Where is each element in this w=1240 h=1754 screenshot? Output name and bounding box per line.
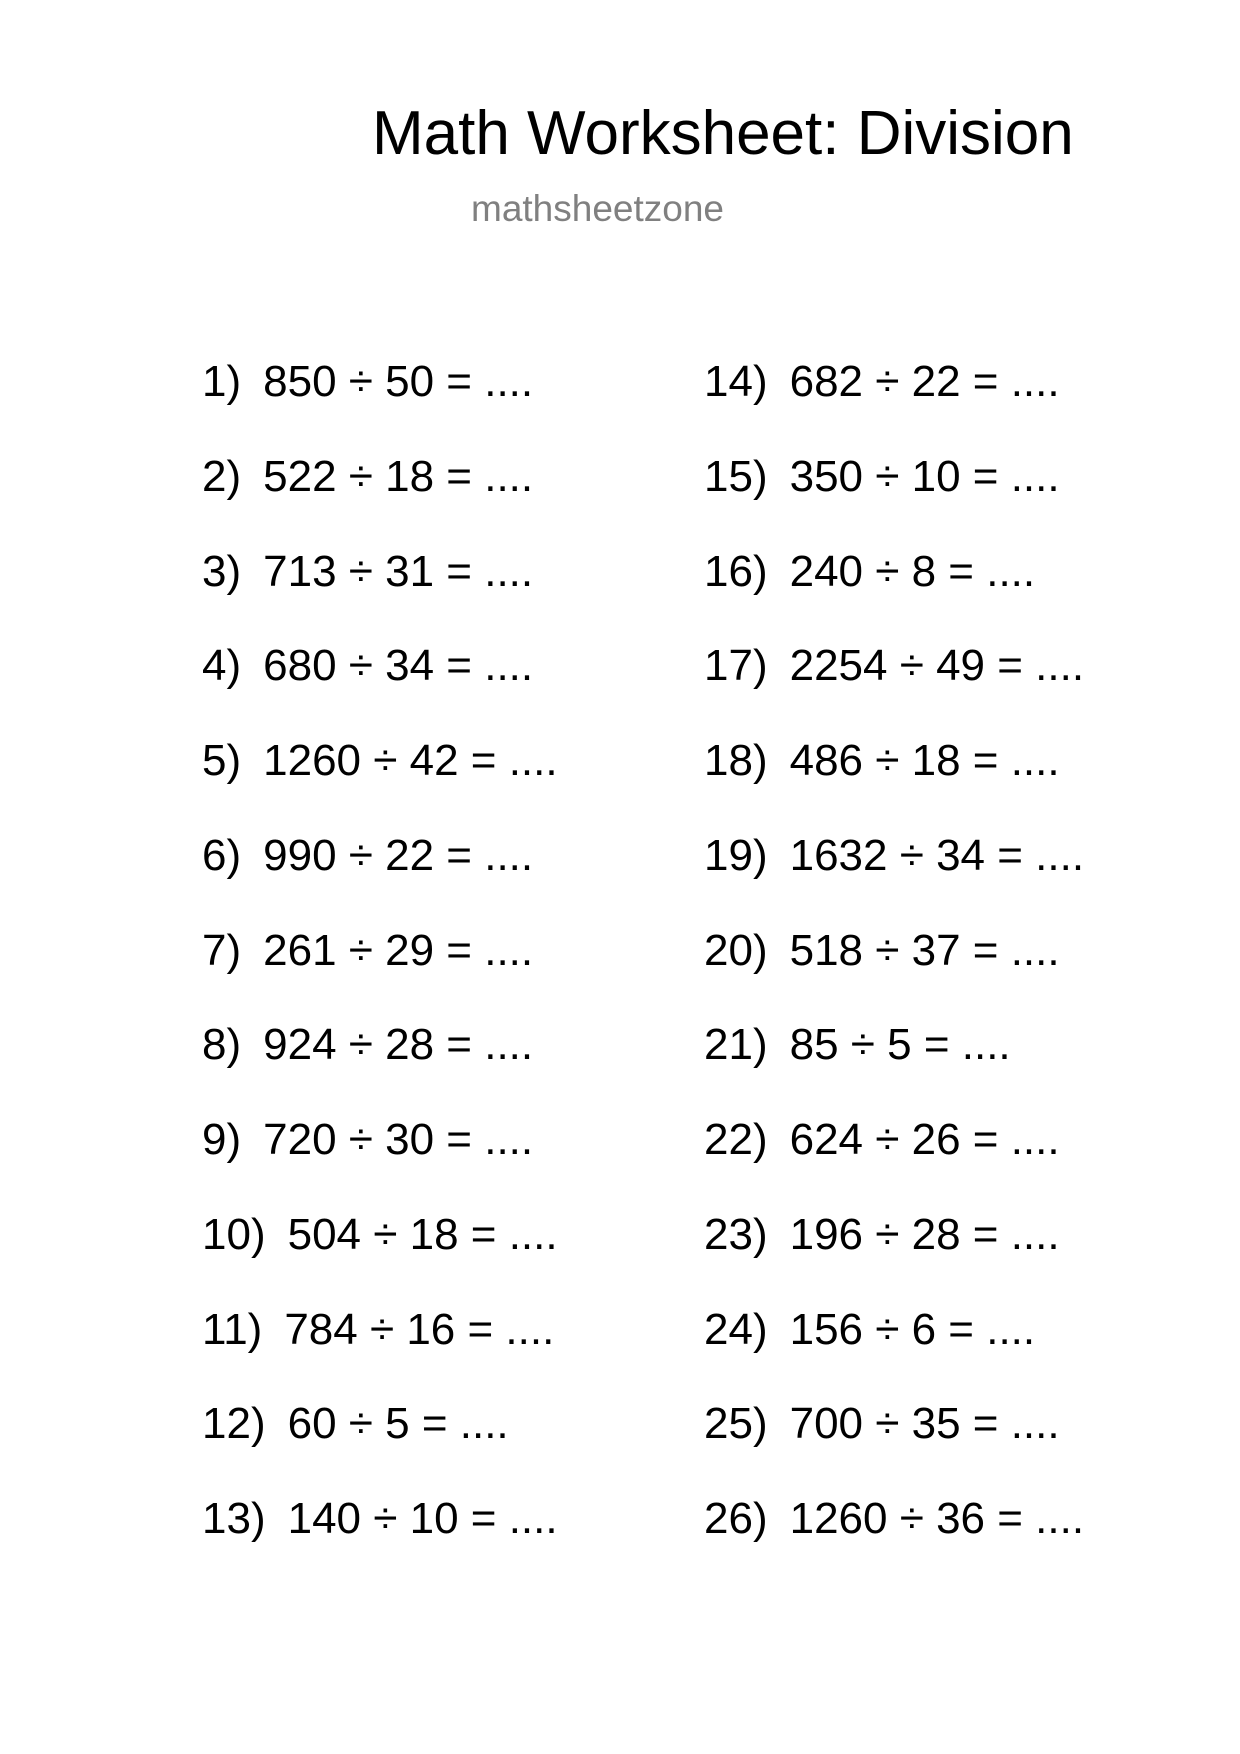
- problem-number: 19): [704, 830, 768, 880]
- problem-item: [704, 1020, 1011, 1070]
- problem-item: [202, 1020, 533, 1070]
- problem-expression: 700 ÷ 35 = ....: [789, 1399, 1060, 1449]
- problem-number: 22): [704, 1115, 768, 1164]
- problem-number: 8): [202, 1020, 242, 1070]
- problem-item: [704, 1115, 1060, 1165]
- problem-expression: 522 ÷ 18 = ....: [263, 451, 534, 501]
- problem-number: 12): [202, 1399, 266, 1449]
- problem-expression: 350 ÷ 10 = ....: [789, 451, 1060, 501]
- page-title: Math Worksheet: Division: [372, 99, 1074, 168]
- problem-number: 18): [704, 736, 768, 785]
- problem-item: [202, 1494, 558, 1544]
- problem-number: 14): [704, 357, 768, 406]
- problem-number: 7): [202, 925, 242, 975]
- problem-expression: 2254 ÷ 49 = ....: [789, 641, 1085, 691]
- problem-expression: 924 ÷ 28 = ....: [263, 1020, 534, 1070]
- problem-item: [704, 1494, 1084, 1544]
- problem-item: [202, 1305, 554, 1355]
- problem-number: 17): [704, 641, 768, 691]
- problem-expression: 240 ÷ 8 = ....: [789, 546, 1036, 596]
- problem-number: 2): [202, 451, 242, 501]
- problem-expression: 140 ÷ 10 = ....: [287, 1494, 558, 1543]
- problem-item: [202, 547, 533, 597]
- problem-expression: 1632 ÷ 34 = ....: [789, 830, 1085, 880]
- problem-number: 15): [704, 451, 768, 501]
- problem-item: [202, 452, 533, 502]
- problem-number: 25): [704, 1399, 768, 1449]
- problem-expression: 60 ÷ 5 = ....: [287, 1399, 509, 1449]
- problem-item: [704, 357, 1060, 407]
- problem-item: [202, 736, 558, 786]
- problem-expression: 1260 ÷ 42 = ....: [263, 736, 558, 785]
- problem-expression: 720 ÷ 30 = ....: [263, 1115, 534, 1164]
- problem-item: [704, 926, 1060, 976]
- problem-expression: 1260 ÷ 36 = ....: [789, 1494, 1085, 1543]
- problem-item: [704, 1210, 1060, 1260]
- problem-number: 10): [202, 1209, 266, 1259]
- problem-number: 16): [704, 546, 768, 596]
- problem-expression: 518 ÷ 37 = ....: [789, 925, 1060, 975]
- problem-item: [704, 736, 1060, 786]
- problem-expression: 196 ÷ 28 = ....: [789, 1209, 1060, 1259]
- problem-expression: 682 ÷ 22 = ....: [789, 357, 1060, 406]
- problem-number: 9): [202, 1115, 242, 1164]
- problem-item: [202, 1399, 509, 1449]
- problem-number: 13): [202, 1494, 266, 1543]
- problem-expression: 850 ÷ 50 = ....: [263, 357, 534, 406]
- problem-number: 11): [202, 1304, 263, 1354]
- problem-item: [704, 452, 1060, 502]
- problem-expression: 784 ÷ 16 = ....: [284, 1304, 555, 1354]
- problem-number: 23): [704, 1209, 768, 1259]
- problem-item: [704, 831, 1084, 881]
- problem-item: [202, 641, 533, 691]
- problem-item: [704, 1399, 1060, 1449]
- problem-expression: 261 ÷ 29 = ....: [263, 925, 534, 975]
- problem-number: 26): [704, 1494, 768, 1543]
- problem-expression: 156 ÷ 6 = ....: [789, 1304, 1036, 1354]
- problem-number: 20): [704, 925, 768, 975]
- problem-number: 1): [202, 357, 242, 406]
- problem-item: [704, 641, 1084, 691]
- problem-item: [202, 831, 533, 881]
- problem-expression: 624 ÷ 26 = ....: [789, 1115, 1060, 1164]
- problem-expression: 85 ÷ 5 = ....: [789, 1020, 1011, 1070]
- problem-expression: 713 ÷ 31 = ....: [263, 546, 534, 596]
- problem-item: [202, 926, 533, 976]
- problem-number: 5): [202, 736, 242, 785]
- problem-item: [202, 357, 533, 407]
- problem-expression: 990 ÷ 22 = ....: [263, 830, 534, 880]
- site-brand: mathsheetzone: [471, 188, 725, 229]
- problem-number: 4): [202, 641, 242, 691]
- problem-item: [704, 1305, 1035, 1355]
- problem-number: 3): [202, 546, 242, 596]
- problem-expression: 486 ÷ 18 = ....: [789, 736, 1060, 785]
- problem-number: 24): [704, 1304, 768, 1354]
- problem-number: 21): [704, 1020, 768, 1070]
- problem-expression: 504 ÷ 18 = ....: [287, 1209, 558, 1259]
- problem-item: [704, 547, 1035, 597]
- problem-number: 6): [202, 830, 242, 880]
- problem-expression: 680 ÷ 34 = ....: [263, 641, 534, 691]
- problem-item: [202, 1115, 533, 1165]
- problem-item: [202, 1210, 558, 1260]
